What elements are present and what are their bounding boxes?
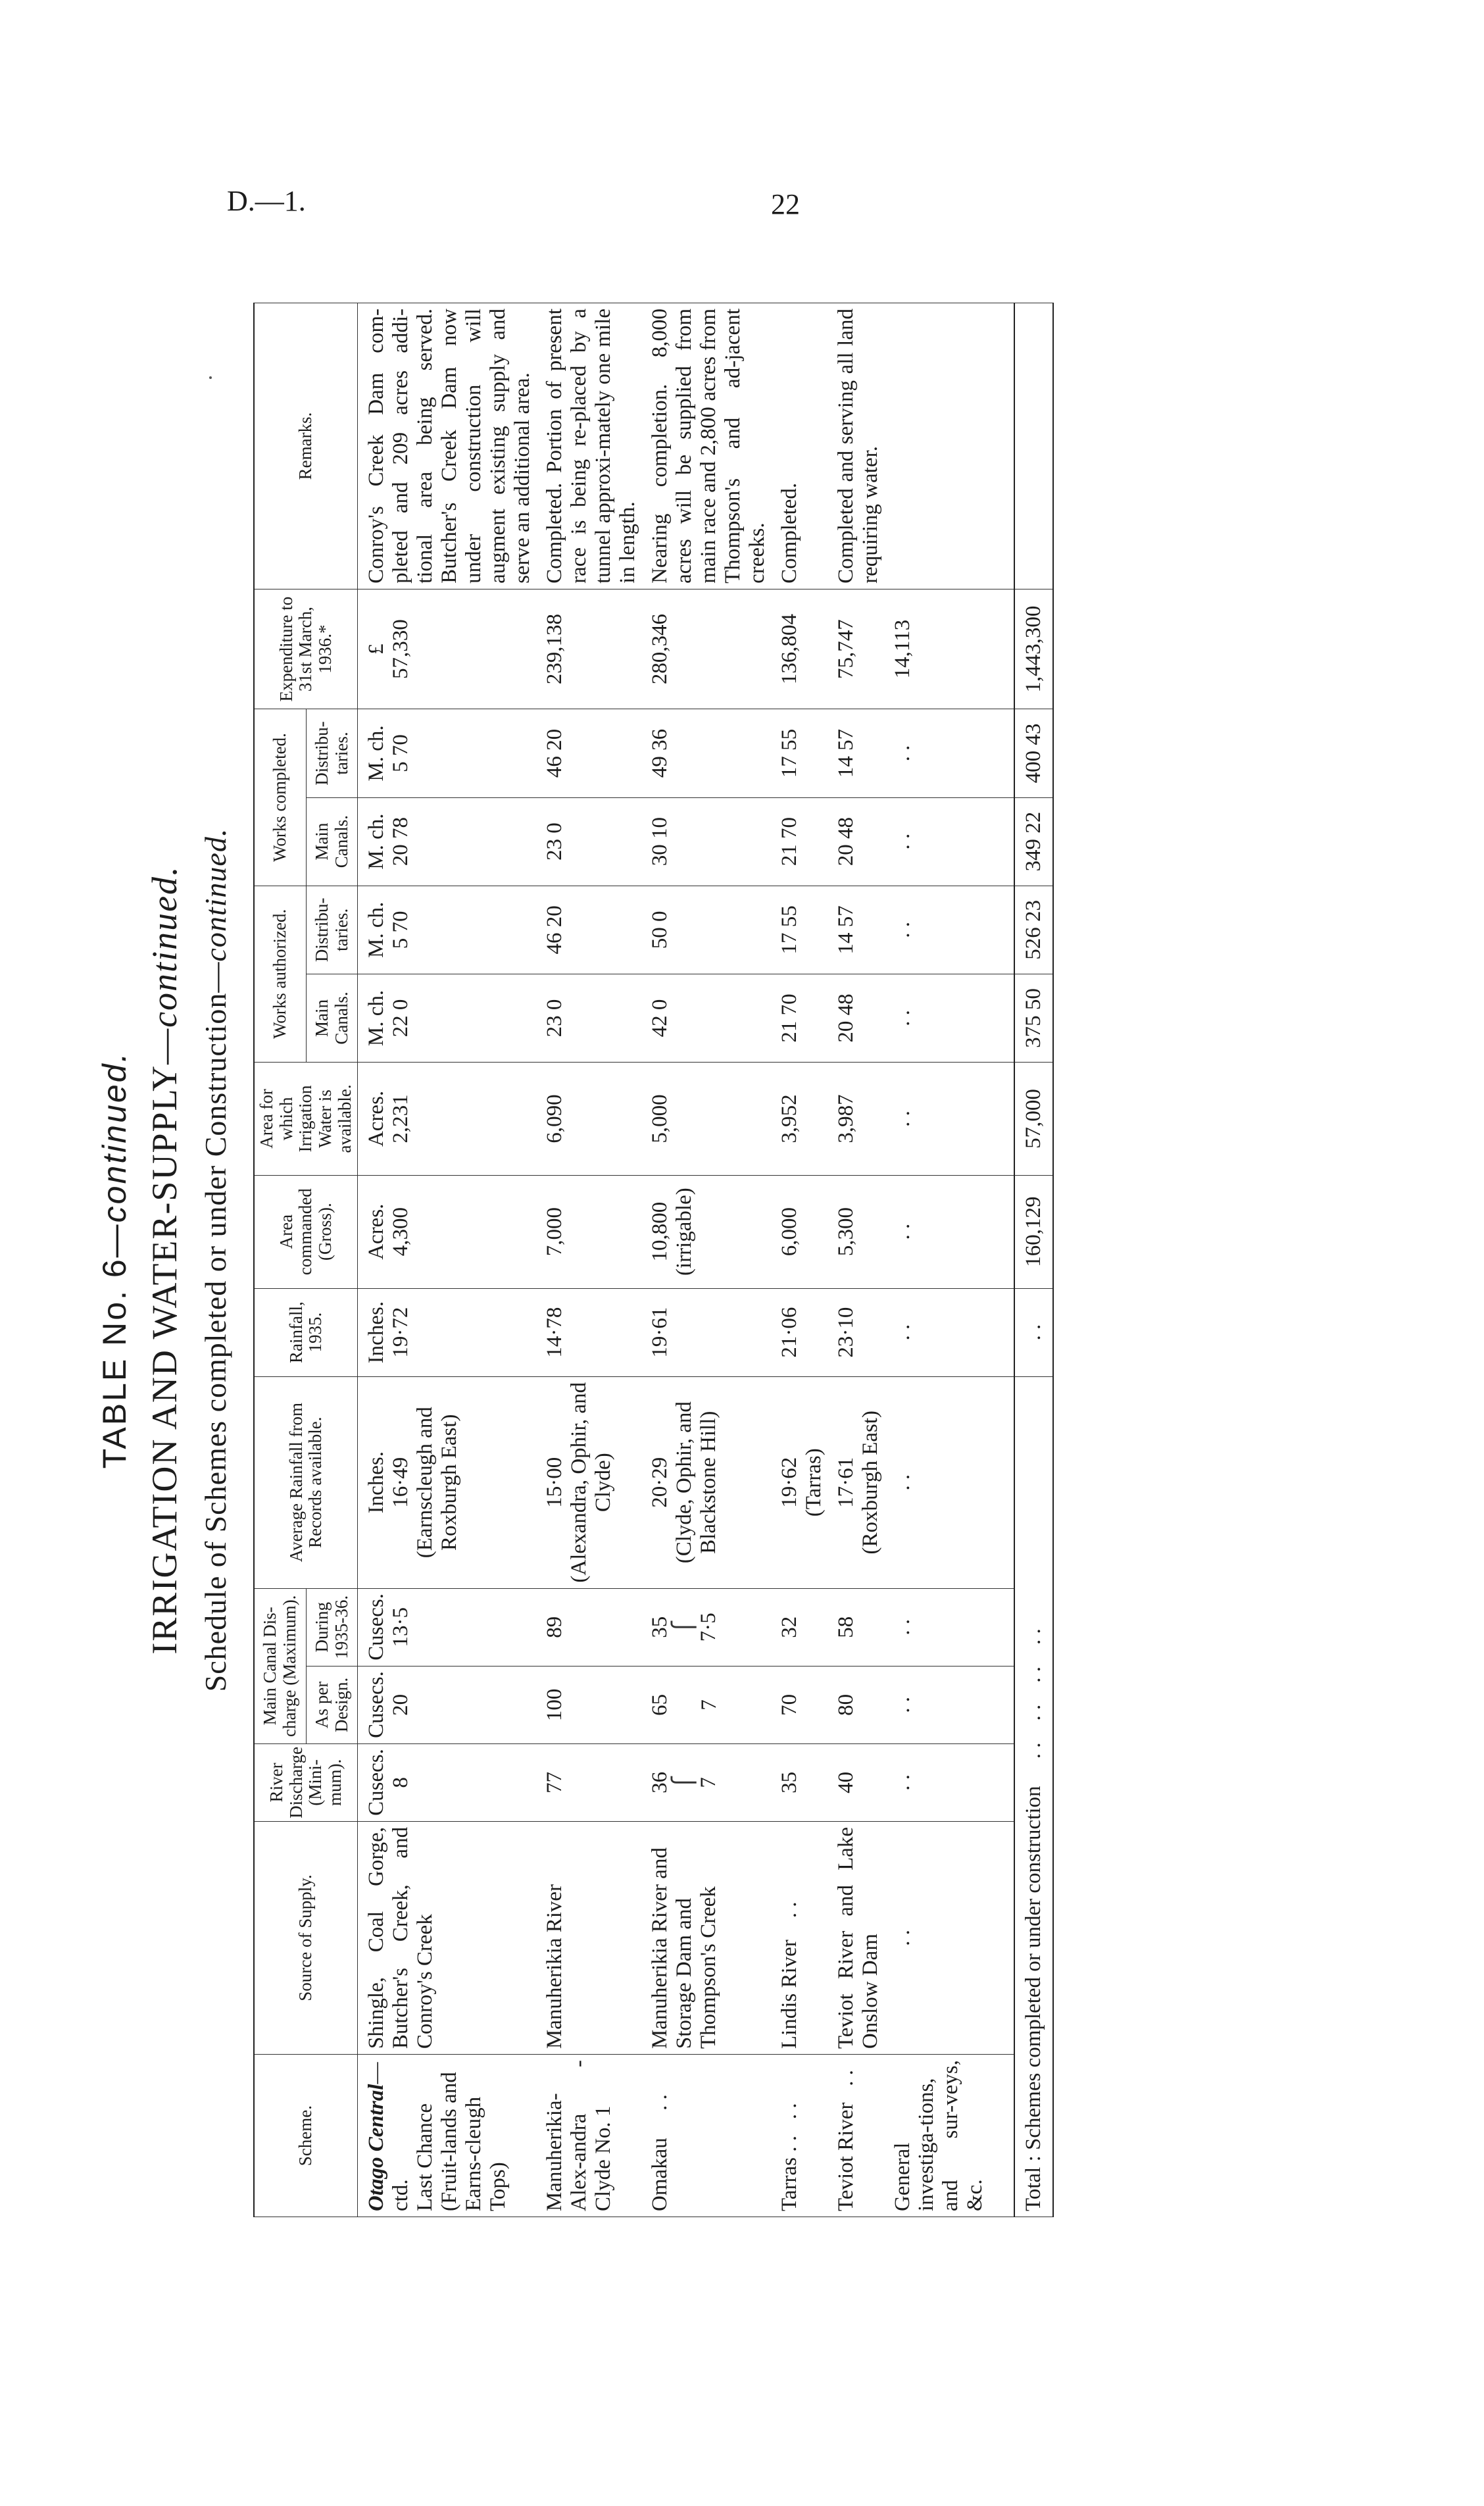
remarks-cell: Completed. Portion of present race is being re-placed by a tunnel approxi-mately one mile in length. [539,303,644,589]
rain-cell: 19·61 [644,1288,774,1376]
remarks-cell: Completed and serving all land requiring water. [830,303,887,589]
area-cmd-cell: 7,000 [539,1175,644,1288]
design-cell: 100 [539,1666,644,1743]
total-auth-main: 375 50 [1014,974,1053,1062]
total-auth-dist: 526 23 [1014,886,1053,974]
total-rain-dots: . . [1014,1288,1053,1376]
auth-main-cell: M. ch. 22 0 [358,974,539,1062]
expenditure-cell: £ 57,330 [358,589,539,709]
rotated-table-page [95,263,1128,2257]
page-number: 22 [771,188,800,220]
header-river-discharge: River Discharge (Mini-mum). [254,1743,358,1821]
auth-dist-cell: 17 55 [774,886,830,974]
comp-main-cell: 23 0 [539,797,644,886]
schemes-table [253,303,1054,2217]
comp-dist-cell: M. ch. 5 70 [358,709,539,797]
total-row [1014,303,1053,2217]
river-cell: Cusecs. 8 [358,1743,539,1821]
scheme-cell: Teviot River . . [830,2055,887,2217]
comp-dist-cell: 14 57 [830,709,887,797]
rain-cell: 23·10 [830,1288,887,1376]
comp-main-cell: 21 70 [774,797,830,886]
area-irr-cell: Acres. 2,231 [358,1063,539,1176]
total-area-irr: 57,000 [1014,1063,1053,1176]
header-rainfall-1935: Rainfall, 1935. [254,1288,358,1376]
total-comp-dist: 400 43 [1014,709,1053,797]
during-cell: 58 [830,1588,887,1666]
during-cell: 89 [539,1588,644,1666]
comp-dist-cell: 17 55 [774,709,830,797]
expenditure-cell: 239,138 [539,589,644,709]
source-cell: Manuherikia River [539,1821,644,2054]
auth-dist-cell: M. ch. 5 70 [358,886,539,974]
remarks-cell: Nearing completion. 8,000 acres will be supplied from main race and 2,800 acres from Thompson's and ad-jacent creeks. [644,303,774,589]
area-cmd-cell: 6,000 [774,1175,830,1288]
header-comp-main-canals: Main Canals. [306,797,358,886]
total-expenditure: 1,443,300 [1014,589,1053,709]
remarks-cell: Conroy's Creek Dam com-pleted and 209 acres addi-tional area being served. Butcher's Creek Dam now under construction will augment existing supply and serve an additional area. [358,303,539,589]
design-cell: . . [887,1666,1015,1743]
table-subtitle: Schedule of Schemes completed or under Construction—continued. [199,828,232,1692]
avg-rain-cell: Inches. 16·49 (Earnscleugh and Roxburgh East) [358,1376,539,1588]
table-number-title: TABLE No. 6—continued. [96,1051,133,1469]
scheme-cell: Omakau . . [644,2055,774,2217]
scheme-cell: Tarras . . . . [774,2055,830,2217]
rain-cell: 21·06 [774,1288,830,1376]
table-main-title: IRRIGATION AND WATER-SUPPLY—continued. [145,865,184,1655]
during-cell: 35 ⎧ 7·5 [644,1588,774,1666]
river-cell: 35 [774,1743,830,1821]
area-irr-cell: . . [887,1063,1015,1176]
table-row [887,303,1015,2217]
river-cell: 36 ⎧ 7 [644,1743,774,1821]
design-cell: Cusecs. 20 [358,1666,539,1743]
auth-dist-cell: . . [887,886,1015,974]
source-cell: Teviot River and Lake Onslow Dam [830,1821,887,2054]
source-cell: Manuherikia River and Storage Dam and Thompson's Creek [644,1821,774,2054]
scheme-cell: Manuherikia-Alex-andra - Clyde No. 1 [539,2055,644,2217]
auth-dist-cell: 46 20 [539,886,644,974]
brace-icon: ⎧ [672,1774,696,1791]
area-cmd-cell: 10,800 (irrigable) [644,1175,774,1288]
source-cell: . . [887,1821,1015,2054]
header-remarks: Remarks. [254,303,358,589]
area-cmd-cell: Acres. 4,300 [358,1175,539,1288]
header-canal-design: As per Design. [306,1666,358,1743]
river-cell: 40 [830,1743,887,1821]
rain-cell: . . [887,1288,1015,1376]
comp-dist-cell: 46 20 [539,709,644,797]
header-scheme: Scheme. [254,2055,358,2217]
avg-rain-cell: . . [887,1376,1015,1588]
region-label: Otago Central [364,2084,389,2211]
header-works-authorized: Works authorized. [254,886,306,1062]
total-remarks [1014,303,1053,589]
table-row [644,303,774,2217]
area-irr-cell: 3,987 [830,1063,887,1176]
source-cell: Lindis River . . [774,1821,830,2054]
design-cell: 65 7 [644,1666,774,1743]
header-canal-during: During 1935-36. [306,1588,358,1666]
table-row [774,303,830,2217]
during-cell: 32 [774,1588,830,1666]
avg-rain-cell: 20·29 (Clyde, Ophir, and Blackstone Hill) [644,1376,774,1588]
auth-dist-cell: 14 57 [830,886,887,974]
header-area-irrigation: Area for which Irrigation Water is available. [254,1063,358,1176]
rain-cell: 14·78 [539,1288,644,1376]
auth-main-cell: 42 0 [644,974,774,1062]
during-cell: Cusecs. 13·5 [358,1588,539,1666]
source-cell: Shingle, Coal Gorge, Butcher's Creek, and Conroy's Creek [358,1821,539,2054]
rain-cell: Inches. 19·72 [358,1288,539,1376]
area-irr-cell: 6,090 [539,1063,644,1176]
river-cell: . . [887,1743,1015,1821]
area-irr-cell: 5,000 [644,1063,774,1176]
design-cell: 70 [774,1666,830,1743]
expenditure-cell: 75,747 [830,589,887,709]
area-cmd-cell: . . [887,1175,1015,1288]
header-works-completed: Works completed. [254,709,306,886]
total-area-cmd: 160,129 [1014,1175,1053,1288]
auth-main-cell: 21 70 [774,974,830,1062]
comp-main-cell: . . [887,797,1015,886]
avg-rain-cell: 17·61 (Roxburgh East) [830,1376,887,1588]
header-area-commanded: Area commanded (Gross). [254,1175,358,1288]
total-comp-main: 349 22 [1014,797,1053,886]
auth-dist-cell: 50 0 [644,886,774,974]
scheme-cell: Otago Central—ctd. Last Chance (Fruit-lands and Earns-cleugh Tops) [358,2055,539,2217]
scheme-cell: General investiga-tions, and sur-veys, &c. [887,2055,1015,2217]
brace-icon: ⎧ [672,1618,696,1636]
remarks-cell: Completed. [774,303,830,589]
header-source: Source of Supply. [254,1821,358,2054]
design-cell: 80 [830,1666,887,1743]
comp-main-cell: 30 10 [644,797,774,886]
area-cmd-cell: 5,300 [830,1175,887,1288]
avg-rain-cell: 19·62 (Tarras) [774,1376,830,1588]
table-row [830,303,887,2217]
comp-dist-cell: . . [887,709,1015,797]
comp-main-cell: 20 48 [830,797,887,886]
remarks-cell [887,303,1015,589]
avg-rain-cell: 15·00 (Alexandra, Ophir, and Clyde) [539,1376,644,1588]
header-comp-distributaries: Distribu-taries. [306,709,358,797]
comp-dist-cell: 49 36 [644,709,774,797]
header-canal-discharge: Main Canal Dis-charge (Maximum). [254,1588,306,1743]
table-row [539,303,644,2217]
area-irr-cell: 3,952 [774,1063,830,1176]
page-ref: D.—1. [227,185,306,217]
auth-main-cell: . . [887,974,1015,1062]
expenditure-cell: 280,346 [644,589,774,709]
comp-main-cell: M. ch. 20 78 [358,797,539,886]
expenditure-cell: 136,804 [774,589,830,709]
expenditure-cell: 14,113 [887,589,1015,709]
table-row [358,303,539,2217]
river-cell: 77 [539,1743,644,1821]
auth-main-cell: 23 0 [539,974,644,1062]
header-average-rainfall: Average Rainfall from Records available. [254,1376,358,1588]
during-cell: . . [887,1588,1015,1666]
header-auth-main-canals: Main Canals. [306,974,358,1062]
auth-main-cell: 20 48 [830,974,887,1062]
header-expenditure: Expenditure to 31st March, 1936.* [254,589,358,709]
total-label: Total : Schemes completed or under construction . . . . . . . . [1014,1376,1053,2217]
header-auth-distributaries: Distribu-taries. [306,886,358,974]
